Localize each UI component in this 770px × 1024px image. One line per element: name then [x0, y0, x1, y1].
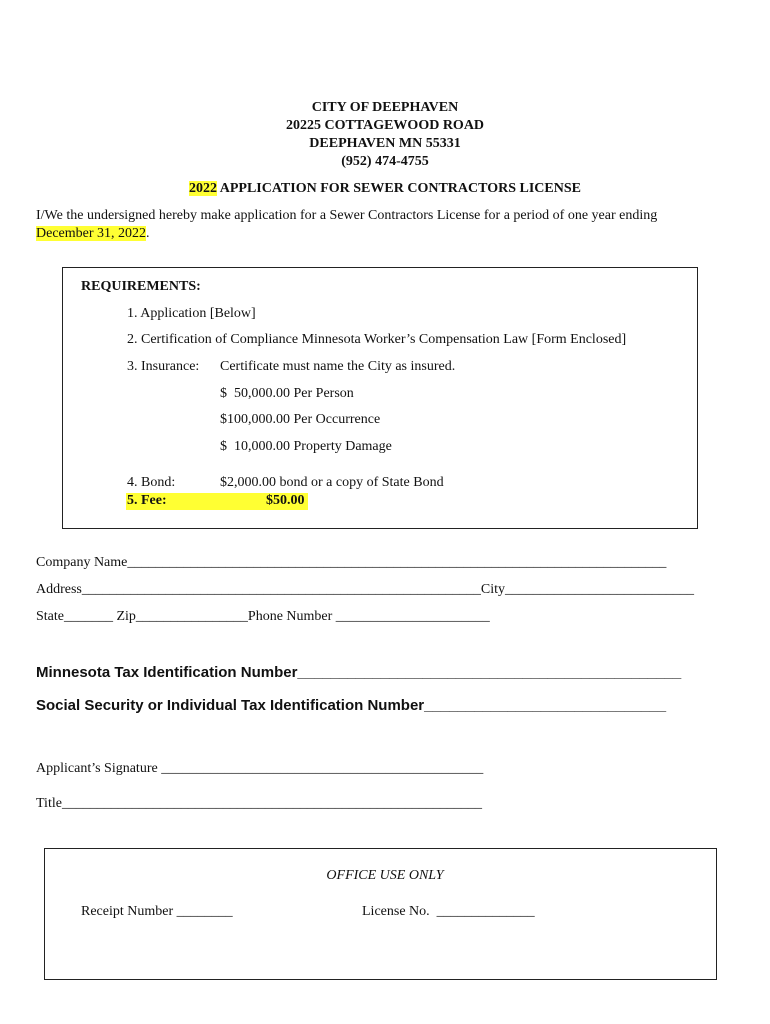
street-address: 20225 COTTAGEWOOD ROAD [285, 118, 485, 133]
intro-date: December 31, 2022 [36, 226, 147, 241]
company-name-field[interactable]: Company Name_____________________________________________________________________________ [36, 555, 667, 570]
requirements-heading: REQUIREMENTS: [81, 279, 201, 294]
ssn-itin-field[interactable]: Social Security or Individual Tax Identification Number_____________________________ [36, 697, 667, 714]
applicant-signature-field[interactable]: Applicant’s Signature ______________________________________________ [36, 761, 484, 776]
requirement-insurance-label: 3. Insurance: [127, 359, 200, 374]
requirement-insurance-text: Certificate must name the City as insured. [220, 359, 456, 374]
requirement-workers-comp: 2. Certification of Compliance Minnesota Worker’s Compensation Law [Form Enclosed] [127, 332, 627, 347]
office-use-heading: OFFICE USE ONLY [326, 868, 444, 883]
city-state-zip: DEEPHAVEN MN 55331 [309, 136, 461, 151]
insurance-property-damage: $ 10,000.00 Property Damage [220, 439, 392, 454]
insurance-per-occurrence: $100,000.00 Per Occurrence [220, 412, 381, 427]
requirement-fee-label: 5. Fee: [127, 493, 167, 508]
intro-period: . [146, 226, 150, 241]
address-city-field[interactable]: Address_________________________________________________________City___________________________ [36, 582, 694, 597]
city-name: CITY OF DEEPHAVEN [311, 100, 459, 115]
license-number-field[interactable]: License No. ______________ [362, 904, 535, 919]
title-year: 2022 [189, 181, 218, 196]
intro-date-line [36, 226, 150, 242]
page-title [0, 180, 770, 198]
requirement-fee-amount: $50.00 [266, 493, 305, 508]
insurance-per-person: $ 50,000.00 Per Person [220, 386, 354, 401]
intro-line: I/We the undersigned hereby make application for a Sewer Contractors License for a period of one year ending [36, 208, 658, 223]
state-zip-phone-field[interactable]: State_______ Zip________________Phone Number ______________________ [36, 609, 490, 624]
phone-number: (952) 474-4755 [341, 154, 429, 169]
requirement-application: 1. Application [Below] [127, 306, 256, 321]
mn-tax-id-field[interactable]: Minnesota Tax Identification Number______________________________________________ [36, 664, 682, 681]
receipt-number-field[interactable]: Receipt Number ________ [81, 904, 233, 919]
requirement-bond-label: 4. Bond: [127, 475, 176, 490]
title-text: APPLICATION FOR SEWER CONTRACTORS LICENSE [217, 181, 581, 196]
requirement-bond-text: $2,000.00 bond or a copy of State Bond [220, 475, 444, 490]
title-field[interactable]: Title____________________________________________________________ [36, 796, 482, 811]
requirement-fee-row [126, 493, 308, 510]
